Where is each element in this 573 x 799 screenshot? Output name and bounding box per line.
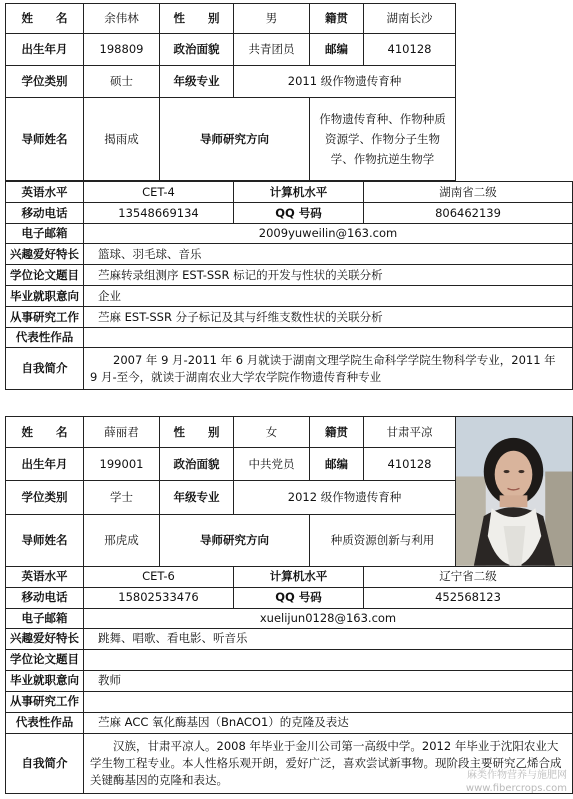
advisor-direction-value: 作物遗传育种、作物种质资源学、作物分子生物学、作物抗逆生物学 xyxy=(310,98,456,181)
research-value: 苎麻 EST-SSR 分子标记及其与纤维支数性状的关联分析 xyxy=(84,307,573,328)
qq-value: 806462139 xyxy=(364,203,573,224)
birth-value: 199001 xyxy=(84,448,160,481)
political-label: 政治面貌 xyxy=(160,448,234,481)
computer-value: 辽宁省二级 xyxy=(364,566,573,587)
phone-value: 15802533476 xyxy=(84,587,234,608)
hobbies-label: 兴趣爱好特长 xyxy=(6,628,84,649)
resume-table-1 xyxy=(5,3,573,390)
job-intent-value: 教师 xyxy=(84,670,573,691)
native-label: 籍贯 xyxy=(310,4,364,34)
degree-label: 学位类别 xyxy=(6,481,84,514)
phone-label: 移动电话 xyxy=(6,587,84,608)
degree-value: 硕士 xyxy=(84,66,160,98)
gender-value: 女 xyxy=(234,417,310,448)
native-label: 籍贯 xyxy=(310,417,364,448)
photo-area-empty xyxy=(456,4,573,182)
job-intent-label: 毕业就职意向 xyxy=(6,670,84,691)
portrait-image xyxy=(456,417,572,566)
advisor-direction-label: 导师研究方向 xyxy=(160,514,310,566)
thesis-label: 学位论文题目 xyxy=(6,649,84,670)
resume-table-2 xyxy=(5,416,573,794)
research-label: 从事研究工作 xyxy=(6,307,84,328)
watermark-line-1: 麻类作物营养与施肥网 xyxy=(467,770,567,781)
hobbies-value: 跳舞、唱歌、看电影、听音乐 xyxy=(84,628,573,649)
works-value xyxy=(84,328,573,348)
name-label: 姓 名 xyxy=(6,4,84,34)
gender-value: 男 xyxy=(234,4,310,34)
advisor-direction-value: 种质资源创新与利用 xyxy=(310,514,456,566)
advisor-value: 邢虎成 xyxy=(84,514,160,566)
research-value xyxy=(84,691,573,712)
email-value: 2009yuweilin@163.com xyxy=(84,224,573,244)
intro-value: 汉族，甘肃平凉人。2008 年毕业于金川公司第一高级中学。2012 年毕业于沈阳农业大学生物工程专业。本人性格乐观开朗，爱好广泛，喜欢尝试新事物。现阶段主要研究乙烯合成关键酶基因的克隆和表达。 xyxy=(84,733,573,793)
intro-label: 自我简介 xyxy=(6,733,84,793)
works-label: 代表性作品 xyxy=(6,328,84,348)
birth-value: 198809 xyxy=(84,34,160,66)
english-label: 英语水平 xyxy=(6,566,84,587)
political-value: 共青团员 xyxy=(234,34,310,66)
works-label: 代表性作品 xyxy=(6,712,84,733)
advisor-label: 导师姓名 xyxy=(6,514,84,566)
works-value: 苎麻 ACC 氧化酶基因（BnACO1）的克隆及表达 xyxy=(84,712,573,733)
intro-label: 自我简介 xyxy=(6,348,84,390)
english-label: 英语水平 xyxy=(6,182,84,203)
native-value: 甘肃平凉 xyxy=(364,417,456,448)
computer-label: 计算机水平 xyxy=(234,566,364,587)
political-label: 政治面貌 xyxy=(160,34,234,66)
birth-label: 出生年月 xyxy=(6,448,84,481)
postcode-label: 邮编 xyxy=(310,448,364,481)
job-intent-value: 企业 xyxy=(84,286,573,307)
english-value: CET-6 xyxy=(84,566,234,587)
grade-major-value: 2011 级作物遗传育种 xyxy=(234,66,456,98)
watermark xyxy=(466,769,567,795)
advisor-direction-label: 导师研究方向 xyxy=(160,98,310,181)
postcode-label: 邮编 xyxy=(310,34,364,66)
gender-label: 性 别 xyxy=(160,417,234,448)
computer-value: 湖南省二级 xyxy=(364,182,573,203)
profile-photo xyxy=(456,417,573,567)
email-value: xuelijun0128@163.com xyxy=(84,608,573,628)
qq-label: QQ 号码 xyxy=(234,587,364,608)
grade-major-label: 年级专业 xyxy=(160,481,234,514)
research-label: 从事研究工作 xyxy=(6,691,84,712)
degree-label: 学位类别 xyxy=(6,66,84,98)
political-value: 中共党员 xyxy=(234,448,310,481)
english-value: CET-4 xyxy=(84,182,234,203)
qq-label: QQ 号码 xyxy=(234,203,364,224)
hobbies-label: 兴趣爱好特长 xyxy=(6,244,84,265)
name-value: 薛丽君 xyxy=(84,417,160,448)
name-value: 余伟林 xyxy=(84,4,160,34)
hobbies-value: 篮球、羽毛球、音乐 xyxy=(84,244,573,265)
degree-value: 学士 xyxy=(84,481,160,514)
postcode-value: 410128 xyxy=(364,34,456,66)
phone-value: 13548669134 xyxy=(84,203,234,224)
qq-value: 452568123 xyxy=(364,587,573,608)
thesis-value: 苎麻转录组测序 EST-SSR 标记的开发与性状的关联分析 xyxy=(84,265,573,286)
intro-value: 2007 年 9 月-2011 年 6 月就读于湖南文理学院生命科学学院生物科学专业，2011 年 9 月-至今，就读于湖南农业大学农学院作物遗传育种专业 xyxy=(84,348,573,390)
watermark-line-2: www.fibercrops.com xyxy=(465,783,567,794)
birth-label: 出生年月 xyxy=(6,34,84,66)
gender-label: 性 别 xyxy=(160,4,234,34)
thesis-value xyxy=(84,649,573,670)
thesis-label: 学位论文题目 xyxy=(6,265,84,286)
postcode-value: 410128 xyxy=(364,448,456,481)
advisor-value: 揭雨成 xyxy=(84,98,160,181)
job-intent-label: 毕业就职意向 xyxy=(6,286,84,307)
name-label: 姓 名 xyxy=(6,417,84,448)
phone-label: 移动电话 xyxy=(6,203,84,224)
grade-major-value: 2012 级作物遗传育种 xyxy=(234,481,456,514)
computer-label: 计算机水平 xyxy=(234,182,364,203)
native-value: 湖南长沙 xyxy=(364,4,456,34)
email-label: 电子邮箱 xyxy=(6,608,84,628)
advisor-label: 导师姓名 xyxy=(6,98,84,181)
email-label: 电子邮箱 xyxy=(6,224,84,244)
grade-major-label: 年级专业 xyxy=(160,66,234,98)
